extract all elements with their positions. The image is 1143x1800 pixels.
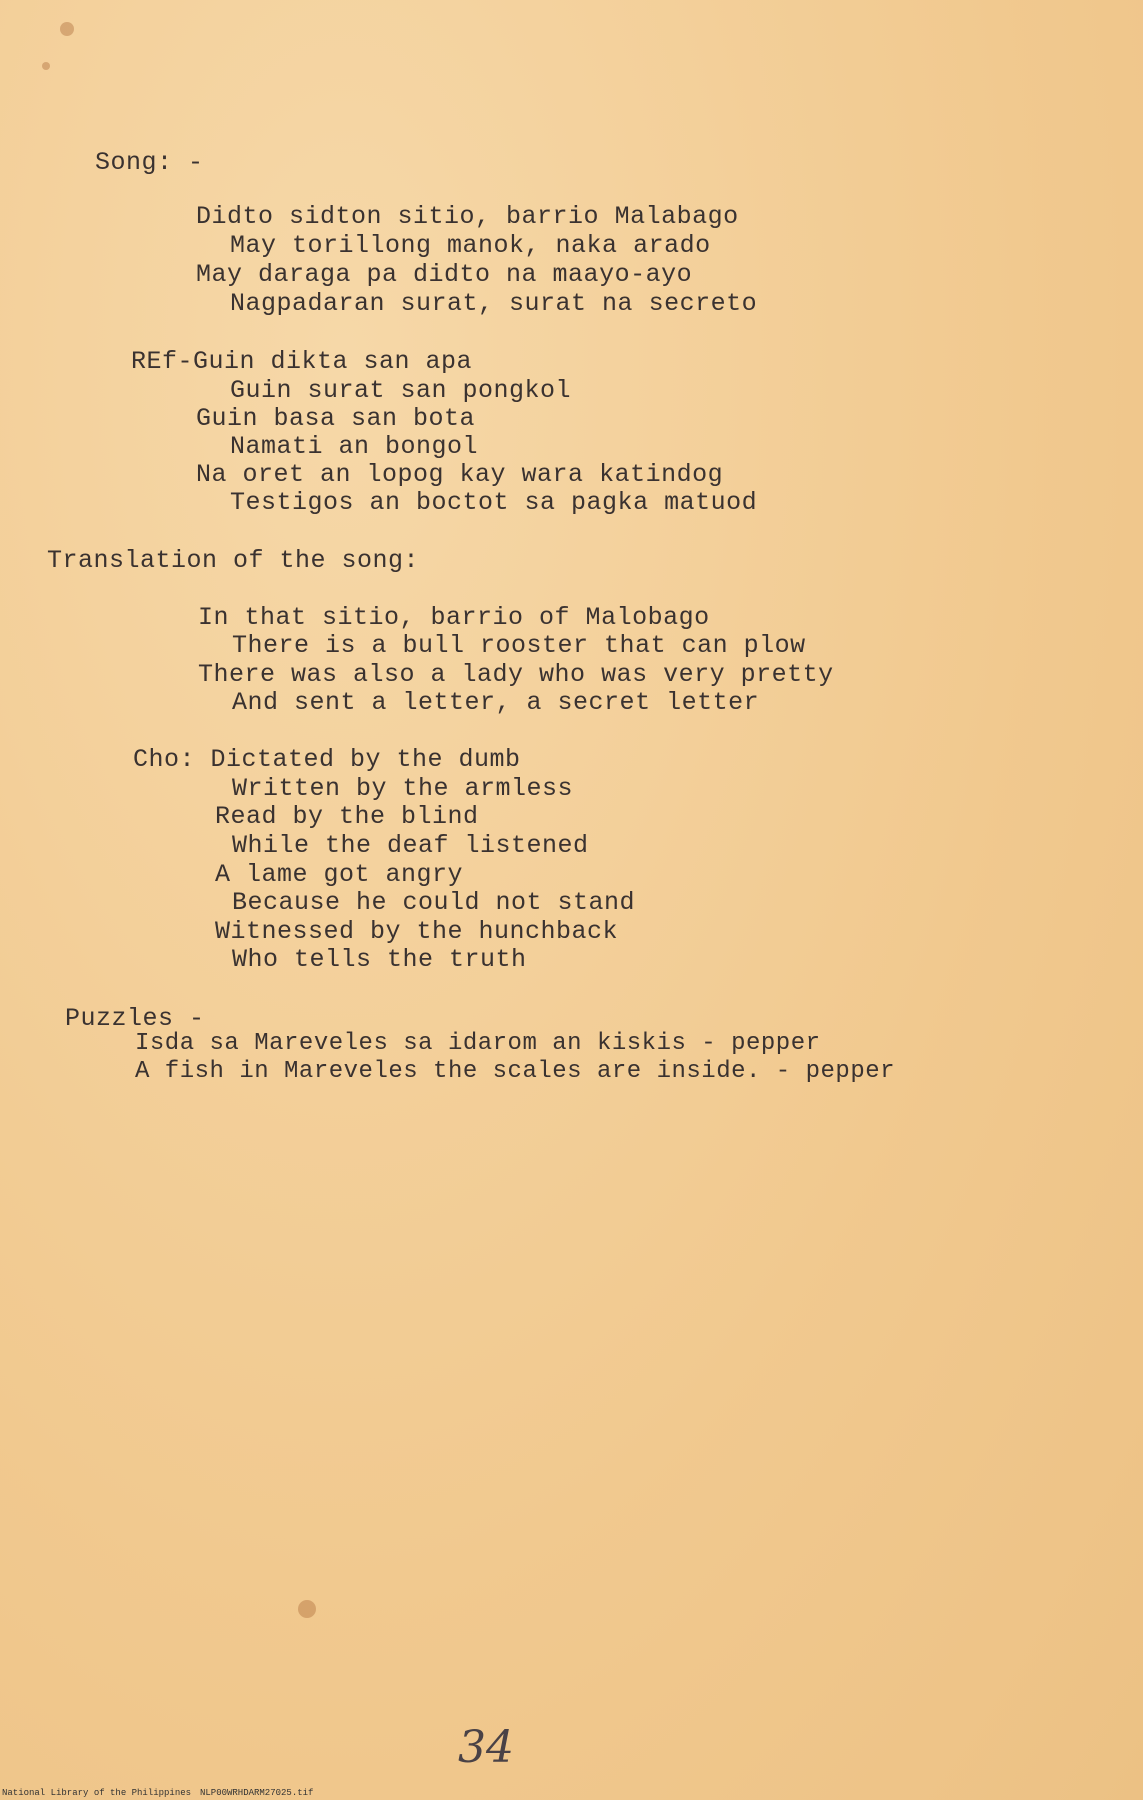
- page-number: 34: [458, 1722, 514, 1773]
- chorus-line: A lame got angry: [215, 860, 464, 889]
- song-line: Didto sidton sitio, barrio Malabago: [196, 202, 739, 231]
- ref-line: Na oret an lopog kay wara katindog: [196, 460, 724, 489]
- ink-stain: [60, 22, 74, 36]
- translation-line: In that sitio, barrio of Malobago: [198, 603, 710, 632]
- translation-heading: Translation of the song:: [47, 546, 420, 575]
- song-line: May torillong manok, naka arado: [230, 231, 711, 260]
- ref-line: REf-Guin dikta san apa: [131, 347, 473, 376]
- ink-stain: [42, 62, 50, 70]
- puzzles-heading: Puzzles -: [65, 1004, 205, 1033]
- footer-filename: NLP00WRHDARM27025.tif: [200, 1788, 314, 1798]
- puzzle-line: A fish in Mareveles the scales are inside. - pepper: [135, 1058, 896, 1085]
- footer-source: National Library of the Philippines: [2, 1788, 192, 1798]
- song-heading: Song: -: [95, 148, 204, 177]
- ref-line: Testigos an boctot sa pagka matuod: [230, 488, 758, 517]
- ref-line: Guin basa san bota: [196, 404, 476, 433]
- translation-line: There is a bull rooster that can plow: [232, 631, 806, 660]
- chorus-line: Witnessed by the hunchback: [215, 917, 619, 946]
- ink-stain: [298, 1600, 316, 1618]
- chorus-line: While the deaf listened: [232, 831, 589, 860]
- chorus-line: Written by the armless: [232, 774, 574, 803]
- ref-line: Namati an bongol: [230, 432, 479, 461]
- chorus-line: Cho: Dictated by the dumb: [133, 745, 521, 774]
- puzzle-line: Isda sa Mareveles sa idarom an kiskis - pepper: [135, 1030, 821, 1057]
- chorus-line: Who tells the truth: [232, 945, 527, 974]
- ref-line: Guin surat san pongkol: [230, 376, 572, 405]
- translation-line: And sent a letter, a secret letter: [232, 688, 760, 717]
- chorus-line: Read by the blind: [215, 802, 479, 831]
- song-line: May daraga pa didto na maayo-ayo: [196, 260, 693, 289]
- song-line: Nagpadaran surat, surat na secreto: [230, 289, 758, 318]
- chorus-line: Because he could not stand: [232, 888, 636, 917]
- translation-line: There was also a lady who was very pretty: [198, 660, 834, 689]
